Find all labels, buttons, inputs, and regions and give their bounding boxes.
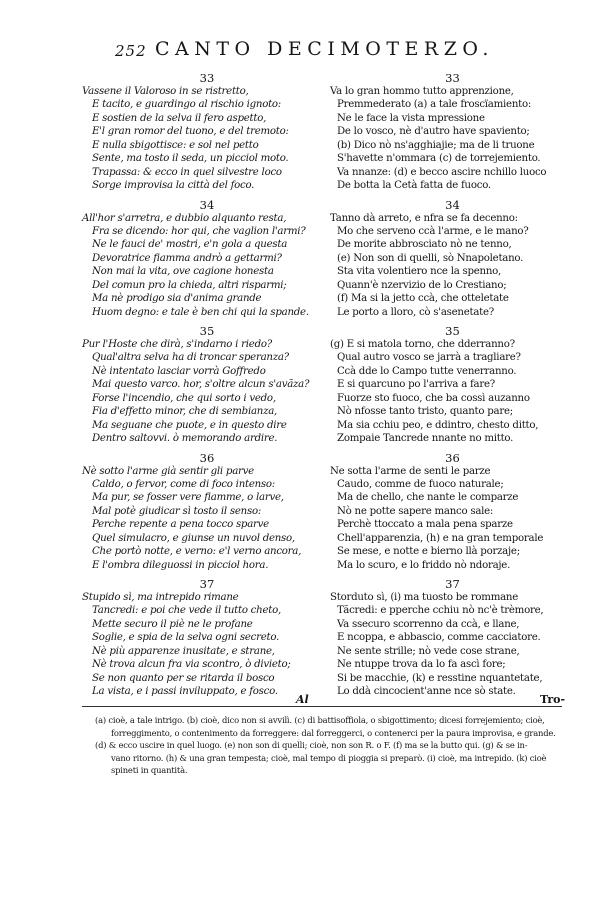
verse-line: Forse l'incendio, che qui sorto i vedo, bbox=[92, 392, 276, 404]
verse-line: E tacito, e guardingo al rischio ignoto: bbox=[92, 99, 281, 111]
verse-line: Che portò notte, e verno: e'l verno ancora, bbox=[92, 546, 302, 558]
verse-line: Mette securo il piè ne le profane bbox=[92, 618, 253, 630]
verse-line: Lo ddà cincocient'anne nce sò state. bbox=[337, 686, 516, 698]
stanza-number: 36 bbox=[445, 450, 460, 465]
verse-line: Del comun pro la chieda, altri risparmi; bbox=[92, 279, 287, 291]
stanza bbox=[330, 325, 575, 446]
verse-line: All'hor s'arretra, e dubbio alquanto resta, bbox=[82, 212, 287, 224]
verse-line: Mal potè giudicar sì tosto il senso: bbox=[92, 505, 262, 517]
stanza-number: 33 bbox=[199, 71, 215, 85]
verse-line: Nè più apparenze inusitate, e strane, bbox=[92, 645, 275, 657]
verse-line: Quann'è nzervizio de lo Crestiano; bbox=[337, 279, 507, 291]
verse-line: Ma pur, se fosser vere fiamme, o larve, bbox=[92, 492, 284, 504]
verse-line: Zompaie Tancrede nnante no mitto. bbox=[337, 433, 514, 445]
verse-line: Storduto sì, (i) ma tuosto be rommane bbox=[330, 592, 519, 603]
verse-line: Huom degno: e tale è ben chi qui la spande. bbox=[92, 306, 309, 318]
stanza-number: 33 bbox=[445, 71, 460, 85]
verse-line: Ne ntuppe trova da lo fa ascì fore; bbox=[337, 659, 506, 671]
stanza-number: 37 bbox=[445, 577, 460, 591]
verse-line: Vassene il Valoroso in se ristretto, bbox=[82, 86, 249, 97]
verse-line: La vista, e i passi inviluppato, e fosco. bbox=[92, 686, 278, 698]
verse-line: (g) E si matola torno, che dderranno? bbox=[330, 339, 515, 350]
verse-line: Perchè ttoccato a mala pena sparze bbox=[337, 519, 513, 531]
italian-text-column bbox=[82, 72, 332, 699]
verse-line: Chell'apparenzia, (h) e na gran temporale bbox=[337, 532, 544, 544]
verse-line: Fra se dicendo: hor qui, che vaglion l'armi? bbox=[92, 225, 306, 237]
verse-line: Ma seguane che puote, e in questo dire bbox=[92, 419, 287, 431]
verse-line: De lo vosco, nè d'autro have spaviento; bbox=[337, 126, 530, 138]
verse-line: Quel simulacro, e giunse un nuvol denso, bbox=[92, 532, 295, 544]
stanza-number: 34 bbox=[199, 197, 215, 212]
stanza bbox=[330, 199, 575, 320]
footnote-line: spineti in quantità. bbox=[111, 765, 188, 776]
verse-line: Va nnanze: (d) e becco ascire nchillo luoco bbox=[337, 166, 547, 178]
footnote-divider bbox=[82, 706, 562, 707]
stanza bbox=[330, 578, 575, 699]
verse-line: Qual'altra selva ha di troncar speranza? bbox=[92, 352, 289, 364]
neapolitan-text-column bbox=[330, 72, 575, 699]
verse-line: E si quarcuno po l'arriva a fare? bbox=[337, 379, 495, 391]
verse-line: Pur l'Hoste che dirà, s'indarno i riedo? bbox=[82, 339, 272, 350]
verse-line: Devoratrice fiamma andrò a gettarmi? bbox=[92, 252, 282, 264]
verse-line: Va lo gran hommo tutto apprenzione, bbox=[330, 86, 514, 97]
verse-line: Caldo, o fervor, come di foco intenso: bbox=[92, 478, 275, 490]
catchword-left: Al bbox=[296, 693, 309, 706]
verse-line: Se non quanto per se ritarda il bosco bbox=[92, 672, 275, 684]
verse-line: Nò ne potte sapere manco sale: bbox=[337, 505, 494, 517]
verse-line: Va ssecuro scorrenno da ccà, e llane, bbox=[337, 618, 520, 630]
verse-line: Soglie, e spia de la selva ogni secreto. bbox=[92, 632, 280, 644]
verse-line: Dentro saltovvi. ò memorando ardire. bbox=[92, 433, 278, 445]
verse-line: E ncoppa, e abbascio, comme cacciatore. bbox=[337, 632, 541, 644]
verse-line: E sostien de la selva il fero aspetto, bbox=[92, 112, 267, 124]
stanza-number: 35 bbox=[445, 324, 460, 338]
footnote-line: vano ritorno. (h) & una gran tempesta; cioè, mal tempo di pioggia si preparò. (i) cioè, ma intrepido. (k) cioè bbox=[111, 752, 547, 763]
verse-line: Ma sia cchiu peo, e ddintro, chesto ditto, bbox=[337, 419, 539, 431]
verse-line: Perche repente a pena tocco sparve bbox=[92, 519, 269, 531]
footnotes bbox=[95, 714, 565, 777]
verse-line: (f) Ma si la jetto ccà, che otteletate bbox=[337, 293, 509, 305]
verse-line: Ne le face la vista mpressione bbox=[337, 112, 485, 124]
verse-line: De botta la Cetà fatta de fuoco. bbox=[337, 180, 491, 192]
stanza-number: 36 bbox=[199, 450, 215, 465]
verse-line: Le porto a lloro, cò s'asenetate? bbox=[337, 306, 494, 318]
verse-line: E'l gran romor del tuono, e del tremoto: bbox=[92, 126, 289, 138]
verse-line: Si be macchie, (k) e resstine nquantetate, bbox=[337, 672, 543, 684]
verse-line: Fuorze sto fuoco, che ba cossì auzanno bbox=[337, 392, 530, 404]
verse-line: Mo che serveno ccà l'arme, e le mano? bbox=[337, 225, 529, 237]
verse-line: (e) Non son di quelli, sò Nnapoletano. bbox=[337, 252, 524, 264]
verse-line: Ne sotta l'arme de senti le parze bbox=[330, 465, 491, 477]
stanza bbox=[82, 325, 332, 446]
footnote-line: forreggimento, o contenimento da forreggere: dal forreggerci, o contenerci per la paura improvisa, e grande. bbox=[111, 727, 556, 738]
stanza-number: 37 bbox=[199, 577, 215, 591]
verse-line: Sorge improvisa la città del foco. bbox=[92, 180, 255, 192]
verse-line: Se mese, e notte e bierno llà porzaje; bbox=[337, 546, 520, 558]
verse-line: Trapassa: & ecco in quel silvestre loco bbox=[92, 166, 282, 178]
verse-line: Premmederato (a) a tale froscïamiento: bbox=[337, 99, 532, 111]
verse-line: Nè sotto l'arme già sentir gli parve bbox=[82, 465, 254, 477]
verse-line: E l'ombra dileguossi in picciol hora. bbox=[92, 559, 269, 571]
verse-line: Qual autro vosco se jarrà a tragliare? bbox=[337, 352, 521, 364]
verse-line: Ma de chello, che nante le comparze bbox=[337, 492, 519, 504]
verse-line: Ma lo scuro, e lo friddo nò ndoraje. bbox=[337, 559, 511, 571]
verse-line: Nè intentato lasciar vorrà Goffredo bbox=[92, 365, 266, 377]
footnote-line: (d) & ecco uscire in quel luogo. (e) non son di quelli; cioè, non son R. o F. (f) ma se la butto qui. (g) & se in- bbox=[95, 740, 528, 751]
stanza bbox=[82, 578, 332, 699]
stanza bbox=[82, 72, 332, 193]
verse-line: Nò nfosse tanto tristo, quanto pare; bbox=[337, 406, 513, 418]
verse-line: Tancredi: e poi che vede il tutto cheto, bbox=[92, 605, 281, 617]
verse-line: Ne le fauci de' mostri, e'n gola a questa bbox=[92, 239, 288, 251]
running-head: CANTO DECIMOTERZO. bbox=[155, 38, 494, 60]
catchword-right: Tro- bbox=[540, 693, 566, 706]
verse-line: S'havette n'ommara (c) de torrejemiento. bbox=[337, 153, 541, 165]
verse-line: Stupido sì, ma intrepido rimane bbox=[82, 592, 239, 603]
verse-line: Sta vita volentiero nce la spenno, bbox=[337, 266, 502, 278]
verse-line: Non mai la vita, ove cagione honesta bbox=[92, 266, 274, 278]
verse-line: Caudo, comme de fuoco naturale; bbox=[337, 478, 504, 490]
verse-line: Sente, ma tosto il seda, un picciol moto. bbox=[92, 153, 289, 165]
verse-line: Nè trova alcun fra via scontro, ò divieto; bbox=[92, 659, 291, 671]
footnote-line: (a) cioè, a tale intrigo. (b) cioè, dico non si avvilì. (c) di battisoffiola, o sbigottimento; dicesi forrejemiento; cioè, bbox=[95, 715, 545, 725]
stanza bbox=[330, 452, 575, 573]
verse-line: Tanno dà arreto, e nfra se fa decenno: bbox=[330, 212, 518, 224]
stanza bbox=[330, 72, 575, 193]
verse-line: Fia d'effetto minor, che di sembianza, bbox=[92, 406, 278, 418]
verse-line: Ma nè prodigo sia d'anima grande bbox=[92, 293, 262, 305]
stanza bbox=[82, 452, 332, 573]
verse-line: Ne sente strille; nò vede cose strane, bbox=[337, 645, 520, 657]
verse-line: Tãcredi: e pperche cchiu nò nc'è trèmore, bbox=[337, 605, 544, 617]
stanza-number: 34 bbox=[445, 197, 460, 212]
verse-line: E nulla sbigottisce: e sol nel petto bbox=[92, 139, 259, 151]
page-number: 252 bbox=[115, 42, 147, 60]
verse-line: Ccà dde lo Campo tutte venerranno. bbox=[337, 365, 517, 377]
stanza bbox=[82, 199, 332, 320]
stanza-number: 35 bbox=[199, 324, 215, 338]
verse-line: (b) Dico nò ns'agghiajie; ma de li truone bbox=[337, 139, 535, 151]
page-header bbox=[115, 38, 525, 68]
verse-line: De morite abbrosciato nò ne tenno, bbox=[337, 239, 512, 251]
verse-line: Mai questo varco. hor, s'oltre alcun s'avãza? bbox=[92, 379, 310, 391]
